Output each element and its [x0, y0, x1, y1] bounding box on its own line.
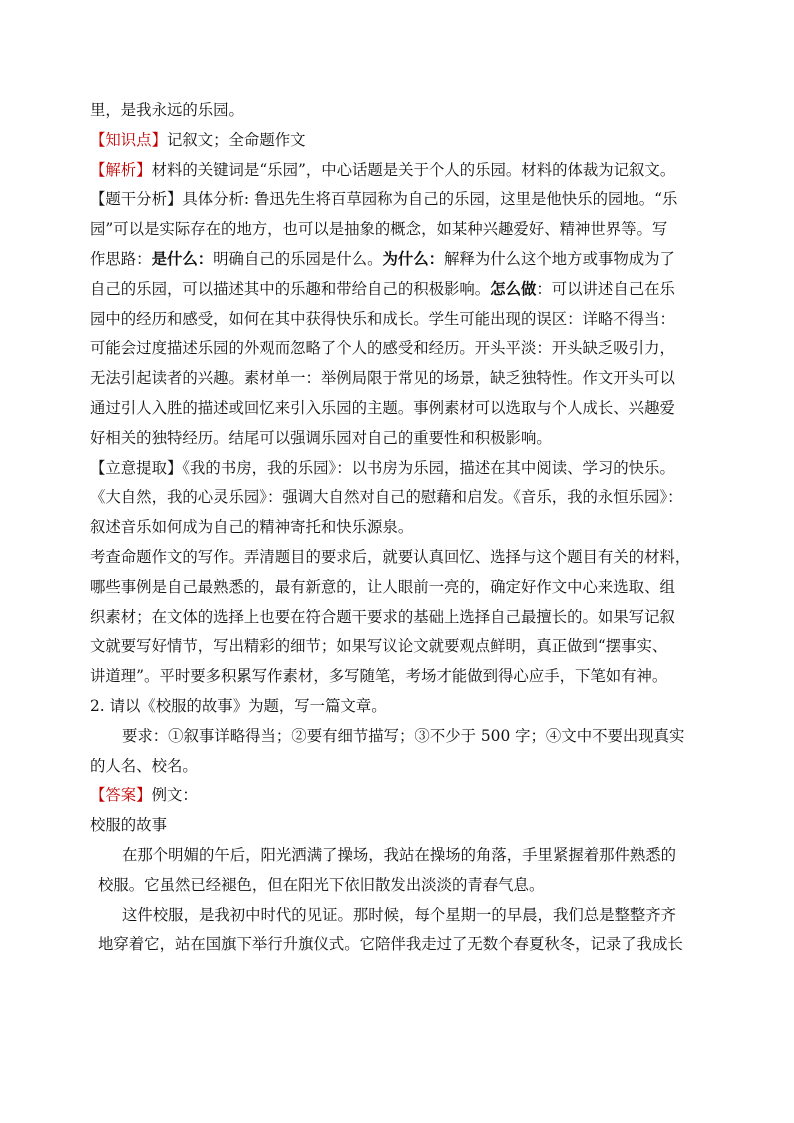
text-line — [90, 305, 726, 335]
text-line — [90, 632, 726, 662]
line-text: 明确自己的乐园是什么。 — [213, 249, 383, 268]
essay-paragraph-line — [90, 841, 726, 871]
essay-paragraph-line — [90, 930, 726, 960]
question-line — [90, 692, 726, 722]
line-text: 地穿着它，站在国旗下举行升旗仪式。它陪伴我走过了无数个春夏秋冬，记录了我成长 — [98, 935, 683, 954]
requirement-text: 要求：①叙事详略得当；②要有细节描写；③不少于 500 字；④文中不要出现真实 — [122, 726, 685, 745]
line-text: 作思路： — [90, 249, 152, 268]
essay-paragraph-line — [90, 871, 726, 901]
line-text: 文就要写好情节，写出精彩的细节；如果写议论文就要观点鲜明，真正做到“摆事实、 — [90, 637, 668, 656]
essay-paragraph-line — [90, 901, 726, 931]
line-text: 【题干分析】具体分析: 鲁迅先生将百草园称为自己的乐园，这里是他快乐的园地。“乐 — [90, 190, 678, 209]
knowledge-point-text: 记叙文；全命题作文 — [166, 130, 306, 149]
knowledge-point-line — [90, 126, 726, 156]
answer-tag: 【答案】 — [90, 786, 152, 805]
line-text: 园中的经历和感受，如何在其中获得快乐和成长。学生可能出现的误区：详略不得当： — [90, 309, 675, 328]
line-text: 好相关的独特经历。结尾可以强调乐园对自己的重要性和积极影响。 — [90, 428, 552, 447]
line-text: 通过引人入胜的描述或回忆来引入乐园的主题。事例素材可以选取与个人成长、兴趣爱 — [90, 398, 675, 417]
text-line — [90, 424, 726, 454]
bold-term: 是什么： — [151, 249, 214, 268]
essay-title — [90, 811, 726, 841]
text-line — [90, 275, 726, 305]
line-text: 【立意提取】《我的书房，我的乐园》：以书房为乐园，描述在其中阅读、学习的快乐。 — [90, 458, 675, 477]
text-line — [90, 483, 726, 513]
text-line — [90, 454, 726, 484]
analysis-tag: 【解析】 — [90, 160, 152, 179]
line-text: 校服。它虽然已经褪色，但在阳光下依旧散发出淡淡的青春气息。 — [98, 875, 545, 894]
knowledge-point-tag: 【知识点】 — [90, 130, 167, 149]
text-line — [90, 752, 726, 782]
line-text: ：可以讲述自己在乐 — [536, 279, 675, 298]
line-text: 哪些事例是自己最熟悉的，最有新意的，让人眼前一亮的，确定好作文中心来选取、组 — [90, 577, 675, 596]
text-line — [90, 662, 726, 692]
line-text: 《大自然，我的心灵乐园》：强调大自然对自己的慰藉和启发。《音乐，我的永恒乐园》： — [90, 488, 683, 507]
line-text: 无法引起读者的兴趣。素材单一：举例局限于常见的场景，缺乏独特性。作文开头可以 — [90, 369, 675, 388]
bold-term: 为什么： — [382, 249, 445, 268]
text-line — [90, 603, 726, 633]
bold-term: 怎么做 — [490, 279, 537, 298]
line-text: 可能会过度描述乐园的外观而忽略了个人的感受和经历。开头平淡：开头缺乏吸引力， — [90, 339, 675, 358]
line-text: 里，是我永远的乐园。 — [90, 101, 244, 119]
text-line — [90, 215, 726, 245]
analysis-text: 材料的关键词是“乐园”，中心话题是关于个人的乐园。材料的体裁为记叙文。 — [151, 160, 676, 179]
line-text: 园”可以是实际存在的地方，也可以是抽象的概念，如某种兴趣爱好、精神世界等。写 — [90, 220, 668, 239]
text-line — [90, 185, 726, 215]
requirement-line — [90, 722, 726, 752]
line-text: 这件校服，是我初中时代的见证。那时候，每个星期一的早晨，我们总是整整齐齐 — [122, 905, 677, 924]
text-line — [90, 96, 726, 126]
answer-line — [90, 781, 726, 811]
text-line — [90, 543, 726, 573]
document-body — [90, 96, 726, 960]
analysis-line — [90, 156, 726, 186]
question-text: 2. 请以《校服的故事》为题，写一篇文章。 — [90, 696, 387, 715]
line-text: 考查命题作文的写作。弄清题目的要求后，就要认真回忆、选择与这个题目有关的材料， — [90, 547, 691, 566]
text-line — [90, 394, 726, 424]
answer-text: 例文： — [151, 786, 198, 805]
line-text: 讲道理”。平时要多积累写作素材，多写随笔，考场才能做到得心应手，下笔如有神。 — [90, 667, 668, 686]
line-text: 的人名、校名。 — [90, 756, 198, 775]
text-line — [90, 364, 726, 394]
text-line — [90, 513, 726, 543]
line-text: 自己的乐园，可以描述其中的乐趣和带给自己的积极影响。 — [90, 279, 491, 298]
line-text: 解释为什么这个地方或事物成为了 — [444, 249, 675, 268]
text-line — [90, 334, 726, 364]
line-text: 叙述音乐如何成为自己的精神寄托和快乐源泉。 — [90, 518, 414, 537]
line-text: 在那个明媚的午后，阳光洒满了操场，我站在操场的角落，手里紧握着那件熟悉的 — [122, 845, 677, 864]
text-line — [90, 245, 726, 275]
essay-title-text: 校服的故事 — [90, 816, 167, 835]
line-text: 织素材；在文体的选择上也要在符合题干要求的基础上选择自己最擅长的。如果写记叙 — [90, 607, 675, 626]
text-line — [90, 573, 726, 603]
